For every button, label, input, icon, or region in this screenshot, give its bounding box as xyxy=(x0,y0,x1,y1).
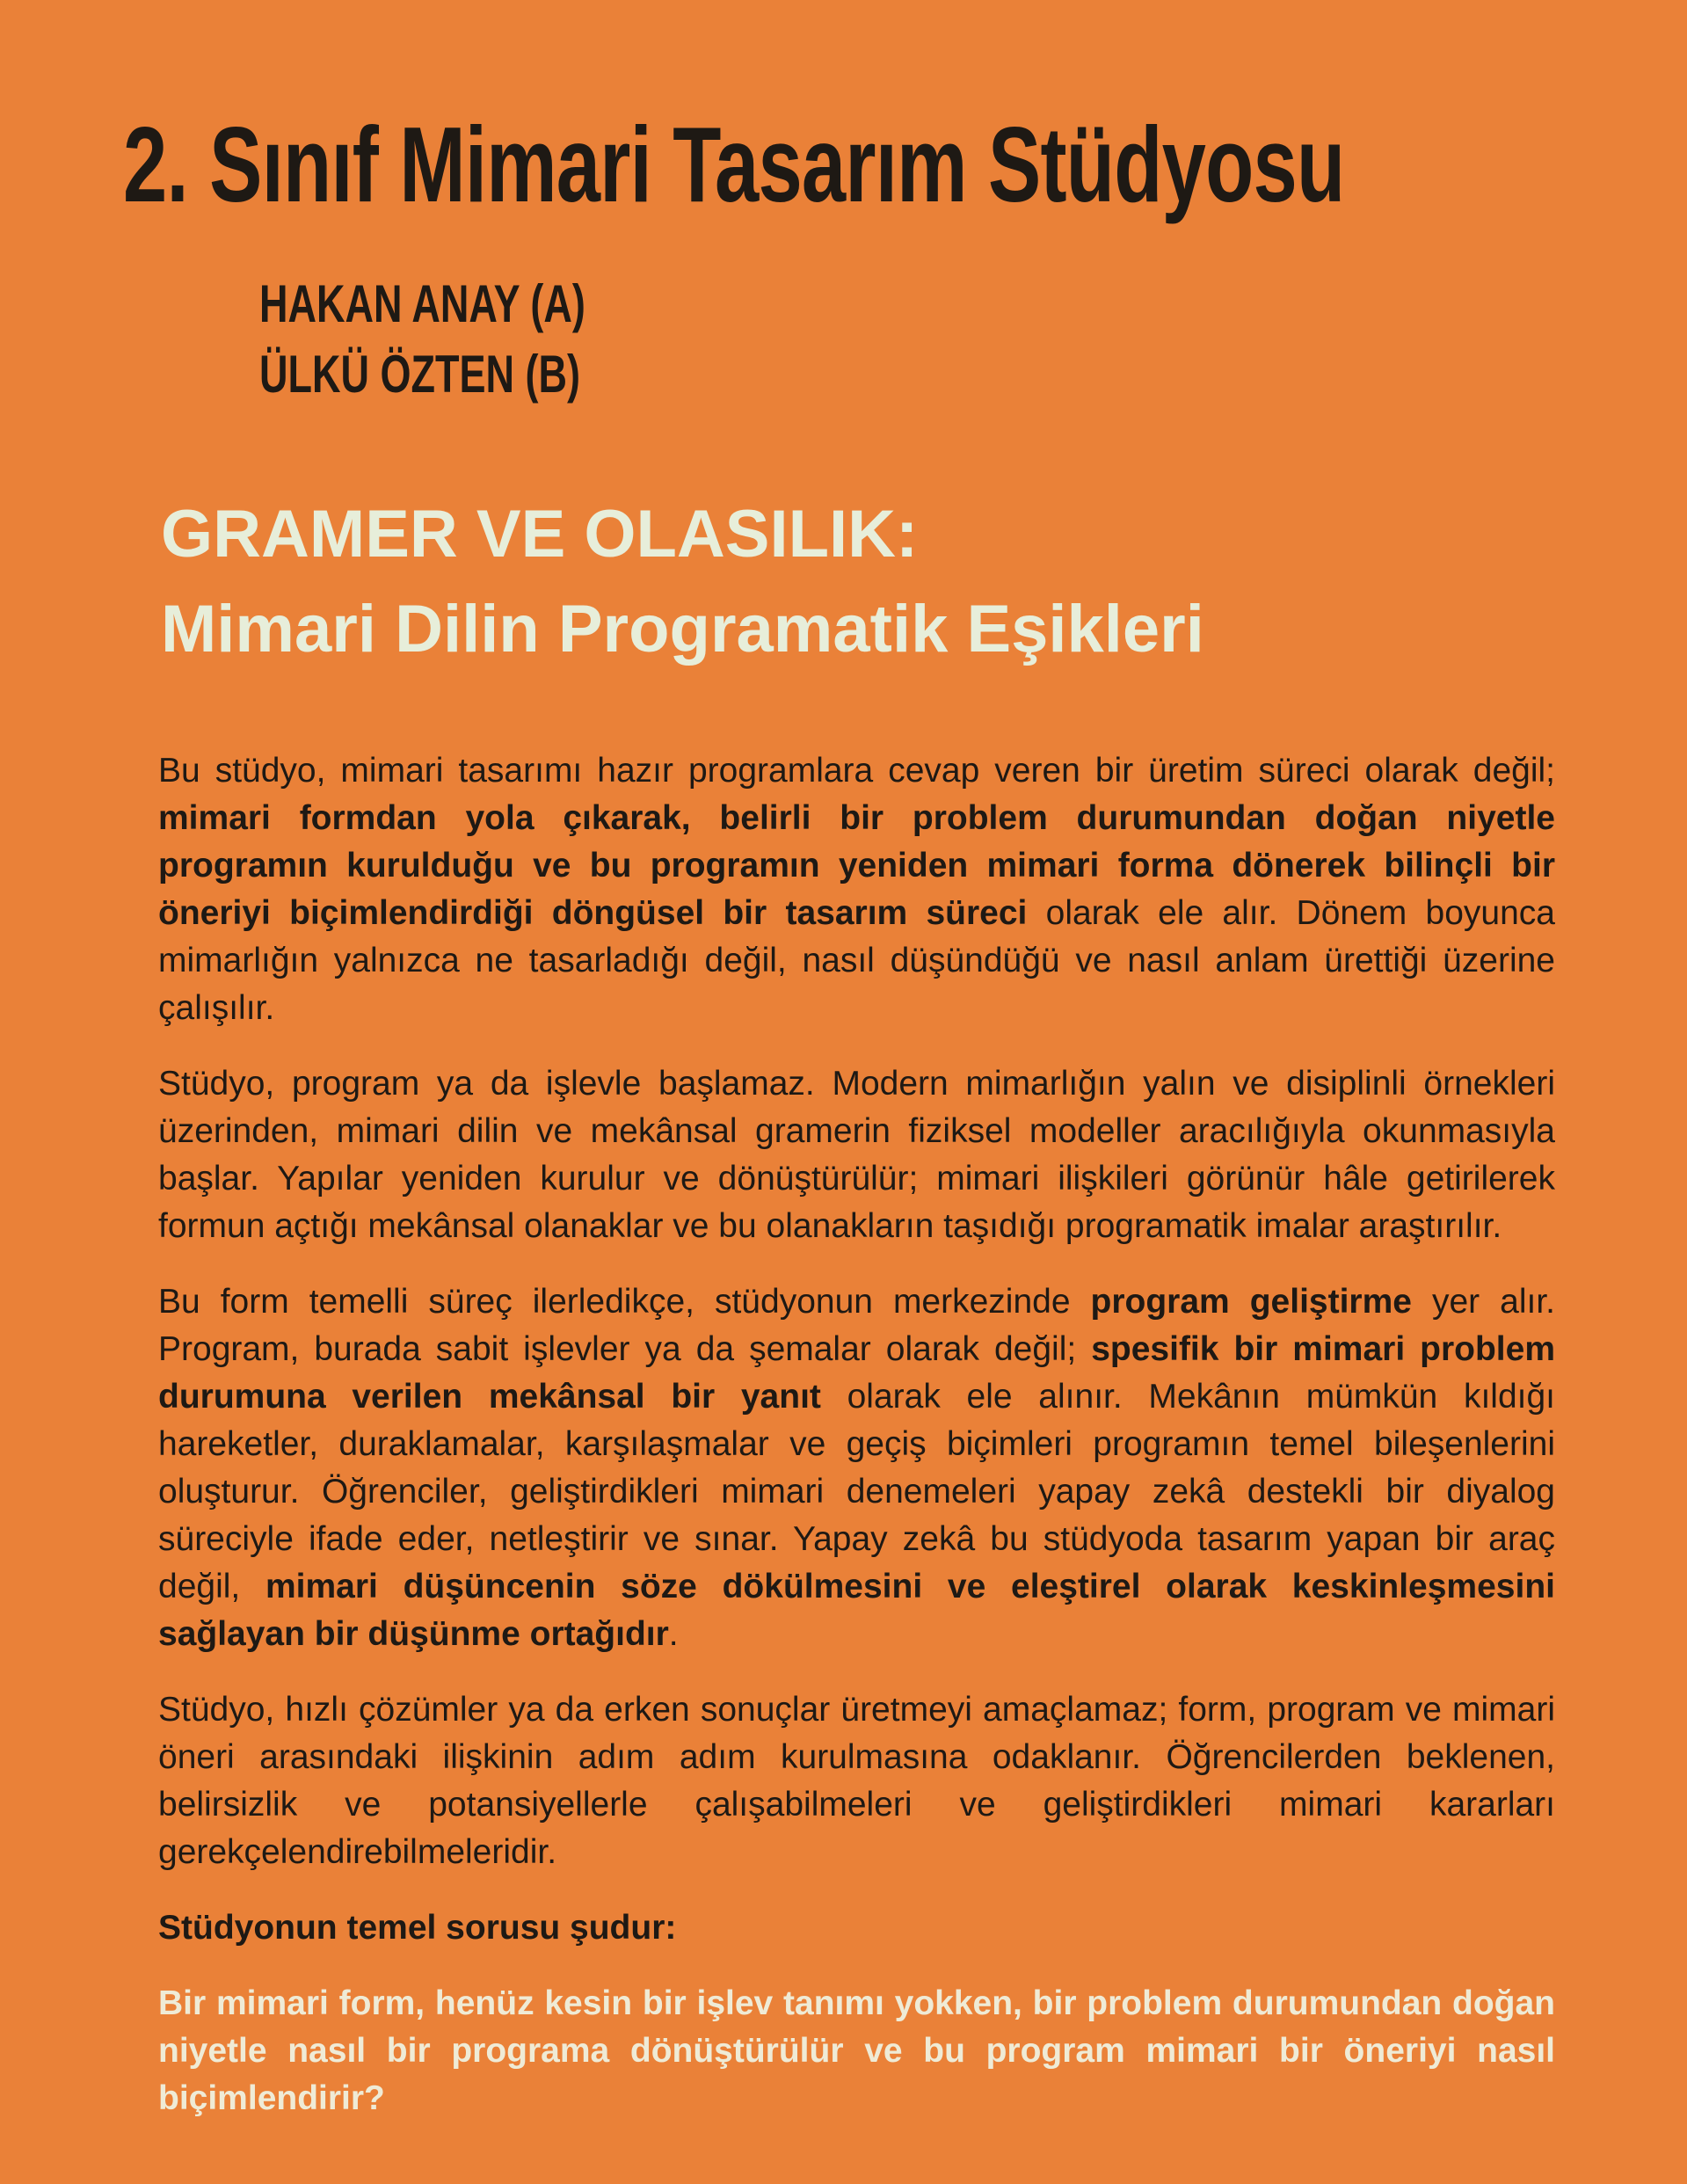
studio-question: Bir mimari form, henüz kesin bir işlev tanımı yokken, bir problem durumundan doğan niyetle nasıl bir programa dönüştürülür ve bu program mimari bir öneriyi nasıl biçimlendirir? xyxy=(158,1984,1555,2117)
paragraph-3: Bu form temelli süreç ilerledikçe, stüdyonun merkezinde program geliştirme yer alır. Program, burada sabit işlevler ya da şemalar olarak değil; spesifik bir mimari problem durumuna verilen mekânsal bir yanıt olarak ele alınır. Mekânın mümkün kıldığı hareketler, duraklamalar, karşılaşmalar ve geçiş biçimleri programın temel bileşenlerini oluşturur. Öğrenciler, geliştirdikleri mimari denemeleri yapay zekâ destekli bir diyalog süreciyle ifade eder, netleştirir ve sınar. Yapay zekâ bu stüdyoda tasarım yapan bir araç değil, mimari düşüncenin söze dökülmesini ve eleştirel olarak keskinleşmesini sağlayan bir düşünme ortağıdır. xyxy=(158,1283,1556,1653)
instructor-a: HAKAN ANAY (A) xyxy=(259,274,585,333)
question-intro: Stüdyonun temel sorusu şudur: xyxy=(158,1909,677,1947)
paragraph-2: Stüdyo, program ya da işlevle başlamaz. Modern mimarlığın yalın ve disiplinli örnekleri üzerinden, mimari dilin ve mekânsal gramerin fiziksel modeller aracılığıyla okunmasıyla başlar. Yapılar yeniden kurulur ve dönüştürülür; mimari ilişkileri görünür hâle getirilerek formun açtığı mekânsal olanaklar ve bu olanakların taşıdığı programatik imalar araştırılır. xyxy=(158,1065,1555,1245)
page-title: 2. Sınıf Mimari Tasarım Stüdyosu xyxy=(123,105,1345,224)
paragraph-1: Bu stüdyo, mimari tasarımı hazır programlara cevap veren bir üretim süreci olarak değil; mimari formdan yola çıkarak, belirli bir problem durumundan doğan niyetle programın kurulduğu ve bu programın yeniden mimari forma dönerek bilinçli bir öneriyi biçimlendirdiği döngüsel bir tasarım süreci olarak ele alır. Dönem boyunca mimarlığın yalnızca ne tasarladığı değil, nasıl düşündüğü ve nasıl anlam ürettiği üzerine çalışılır. xyxy=(158,752,1555,1027)
subtitle-line-2: Mimari Dilin Programatik Eşikleri xyxy=(161,592,1204,666)
studio-subtitle xyxy=(161,487,1555,677)
subtitle-line-1: GRAMER VE OLASILIK: xyxy=(161,497,919,571)
instructor-b: ÜLKÜ ÖZTEN (B) xyxy=(259,345,580,404)
paragraph-4: Stüdyo, hızlı çözümler ya da erken sonuçlar üretmeyi amaçlamaz; form, program ve mimari öneri arasındaki ilişkinin adım adım kurulmasına odaklanır. Öğrencilerden beklenen, belirsizlik ve potansiyellerle çalışabilmeleri ve geliştirdikleri mimari kararları gerekçelendirebilmeleridir. xyxy=(158,1691,1555,1871)
instructor-list xyxy=(259,269,1232,410)
body-text xyxy=(158,747,1555,2122)
